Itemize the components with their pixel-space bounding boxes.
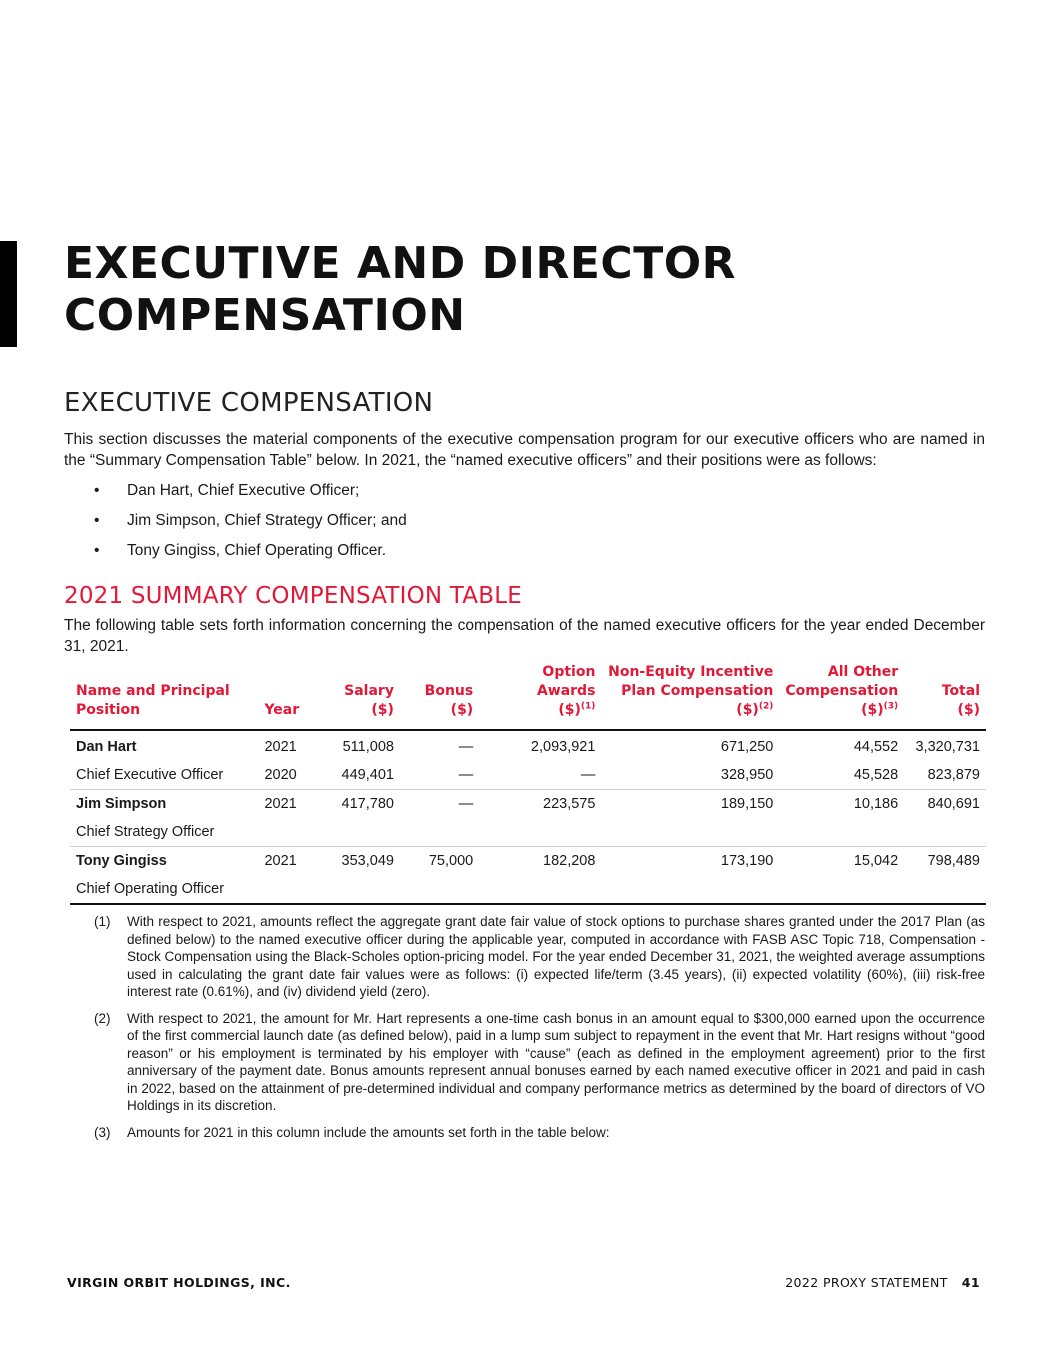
cell-name: Jim Simpson (76, 796, 167, 812)
table-header-row (70, 663, 986, 730)
page-title-line-2: COMPENSATION (64, 290, 466, 341)
footnote-text: With respect to 2021, the amount for Mr. Hart represents a one-time cash bonus in an amount equal to $300,000 earned upon the occurrence of the first commercial launch date (as defined below), paid in a lump sum subject to repayment in the event that Mr. Hart resigns without “good reason” or his employment is terminated by his employer with “cause” (each as defined in the employment agreement) prior to the first anniversary of the payment date. Bonus amounts represent annual bonuses earned by each named executive officer in 2021 and paid in cash in 2022, based on the attainment of pre-determined individual and company performance metrics as determined by the board of directors of VO Holdings in its discretion. (127, 1010, 985, 1113)
cell-year: 2021 (264, 739, 297, 755)
cell-salary: 353,049 (341, 853, 394, 869)
cell-bonus: — (458, 739, 474, 755)
col-header-option-awards: Option Awards ($)$^{(1)}$ (479, 663, 601, 730)
table-row (70, 875, 986, 904)
cell-option-awards: 182,208 (543, 853, 596, 869)
cell-total (904, 818, 986, 847)
cell-name: Chief Executive Officer (70, 761, 242, 790)
cell-bonus (400, 818, 479, 847)
list-item-text: Tony Gingiss, Chief Operating Officer. (127, 542, 387, 559)
cell-total: 823,879 (904, 761, 986, 790)
cell-total (904, 875, 986, 904)
list-item-text: Dan Hart, Chief Executive Officer; (127, 482, 360, 499)
bullet-icon: • (94, 512, 100, 529)
side-accent-bar (0, 241, 17, 347)
col-header-non-equity: Non-Equity Incentive Plan Compensation ($)$^{(2)}$ (601, 663, 779, 730)
footnote (94, 913, 985, 1001)
footnote (94, 1124, 985, 1142)
cell-salary (305, 875, 400, 904)
cell-option-awards: — (479, 761, 601, 790)
cell-year (242, 875, 305, 904)
cell-total: 3,320,731 (915, 739, 980, 755)
table-row (70, 790, 986, 819)
col-header-all-other: All Other Compensation ($)$^{(3)}$ (779, 663, 904, 730)
officer-list (94, 480, 407, 570)
section-title: EXECUTIVE COMPENSATION (64, 388, 434, 418)
cell-non-equity (601, 818, 779, 847)
cell-year: 2021 (264, 853, 297, 869)
cell-all-other (779, 875, 904, 904)
page-title (64, 238, 736, 342)
cell-all-other: 44,552 (853, 739, 899, 755)
footnote-number: (3) (94, 1124, 111, 1140)
footnote-number: (2) (94, 1010, 111, 1026)
cell-name: Tony Gingiss (76, 853, 167, 869)
cell-non-equity (601, 875, 779, 904)
cell-year: 2020 (242, 761, 305, 790)
table-row (70, 761, 986, 790)
table-row (70, 847, 986, 876)
col-header-name: Name and Principal Position (70, 663, 242, 730)
cell-year (242, 818, 305, 847)
bullet-icon: • (94, 542, 100, 559)
cell-option-awards (479, 875, 601, 904)
page-number: 41 (961, 1275, 980, 1290)
cell-total: 840,691 (927, 796, 980, 812)
list-item (94, 510, 407, 540)
cell-name: Dan Hart (76, 739, 137, 755)
cell-bonus (400, 875, 479, 904)
cell-option-awards: 223,575 (543, 796, 596, 812)
list-item-text: Jim Simpson, Chief Strategy Officer; and (127, 512, 407, 529)
cell-all-other (779, 818, 904, 847)
col-header-total: Total ($) (904, 663, 986, 730)
col-header-bonus: Bonus ($) (400, 663, 479, 730)
col-header-year: Year (242, 663, 305, 730)
page-title-line-1: EXECUTIVE AND DIRECTOR (64, 238, 737, 289)
summary-compensation-table (70, 663, 986, 905)
cell-salary (305, 818, 400, 847)
footer-company: VIRGIN ORBIT HOLDINGS, INC. (67, 1275, 291, 1290)
cell-all-other: 10,186 (853, 796, 899, 812)
list-item (94, 480, 407, 510)
cell-salary: 449,401 (305, 761, 400, 790)
footnote-text: Amounts for 2021 in this column include the amounts set forth in the table below: (127, 1124, 610, 1140)
cell-salary: 511,008 (342, 739, 394, 755)
table-row (70, 818, 986, 847)
cell-year: 2021 (264, 796, 297, 812)
cell-option-awards: 2,093,921 (530, 739, 596, 755)
col-header-salary: Salary ($) (305, 663, 400, 730)
footer-document-name: 2022 PROXY STATEMENT (785, 1275, 948, 1290)
cell-non-equity: 328,950 (601, 761, 779, 790)
table-row (70, 730, 986, 761)
cell-name: Chief Strategy Officer (70, 818, 242, 847)
section-intro: This section discusses the material components of the executive compensation program for our executive officers who are named in the “Summary Compensation Table” below. In 2021, the “named executive officers” and their positions were as follows: (64, 431, 985, 469)
cell-option-awards (479, 818, 601, 847)
cell-non-equity: 671,250 (720, 739, 774, 755)
cell-non-equity: 173,190 (720, 853, 774, 869)
footnote (94, 1010, 985, 1115)
list-item (94, 540, 407, 570)
bullet-icon: • (94, 482, 100, 499)
table-section-title: 2021 SUMMARY COMPENSATION TABLE (64, 583, 522, 609)
cell-bonus: — (400, 761, 479, 790)
cell-non-equity: 189,150 (720, 796, 774, 812)
footnote-number: (1) (94, 914, 111, 929)
table-intro: The following table sets forth information concerning the compensation of the named executive officers for the year ended December 31, 2021. (64, 617, 985, 655)
cell-total: 798,489 (927, 853, 980, 869)
cell-name: Chief Operating Officer (70, 875, 242, 904)
footnote-text: With respect to 2021, amounts reflect the aggregate grant date fair value of stock options to purchase shares granted under the 2017 Plan (as defined below) to the named executive officer during the applicable year, computed in accordance with FASB ASC Topic 718, Compensation - Stock Compensation using the Black-Scholes option-pricing model. For the year ended December 31, 2021, the weighted average assumptions used in calculating the grant date fair values were as follows: (i) expected life/term (3.45 years), (ii) expected volatility (60%), (iii) risk-free interest rate (0.61%), and (iv) dividend yield (zero). (127, 914, 985, 999)
cell-all-other: 15,042 (853, 853, 899, 869)
cell-salary: 417,780 (341, 796, 394, 812)
footnotes (94, 913, 985, 1150)
cell-bonus: — (458, 796, 474, 812)
cell-all-other: 45,528 (779, 761, 904, 790)
footer-document (785, 1275, 980, 1290)
cell-bonus: 75,000 (428, 853, 474, 869)
